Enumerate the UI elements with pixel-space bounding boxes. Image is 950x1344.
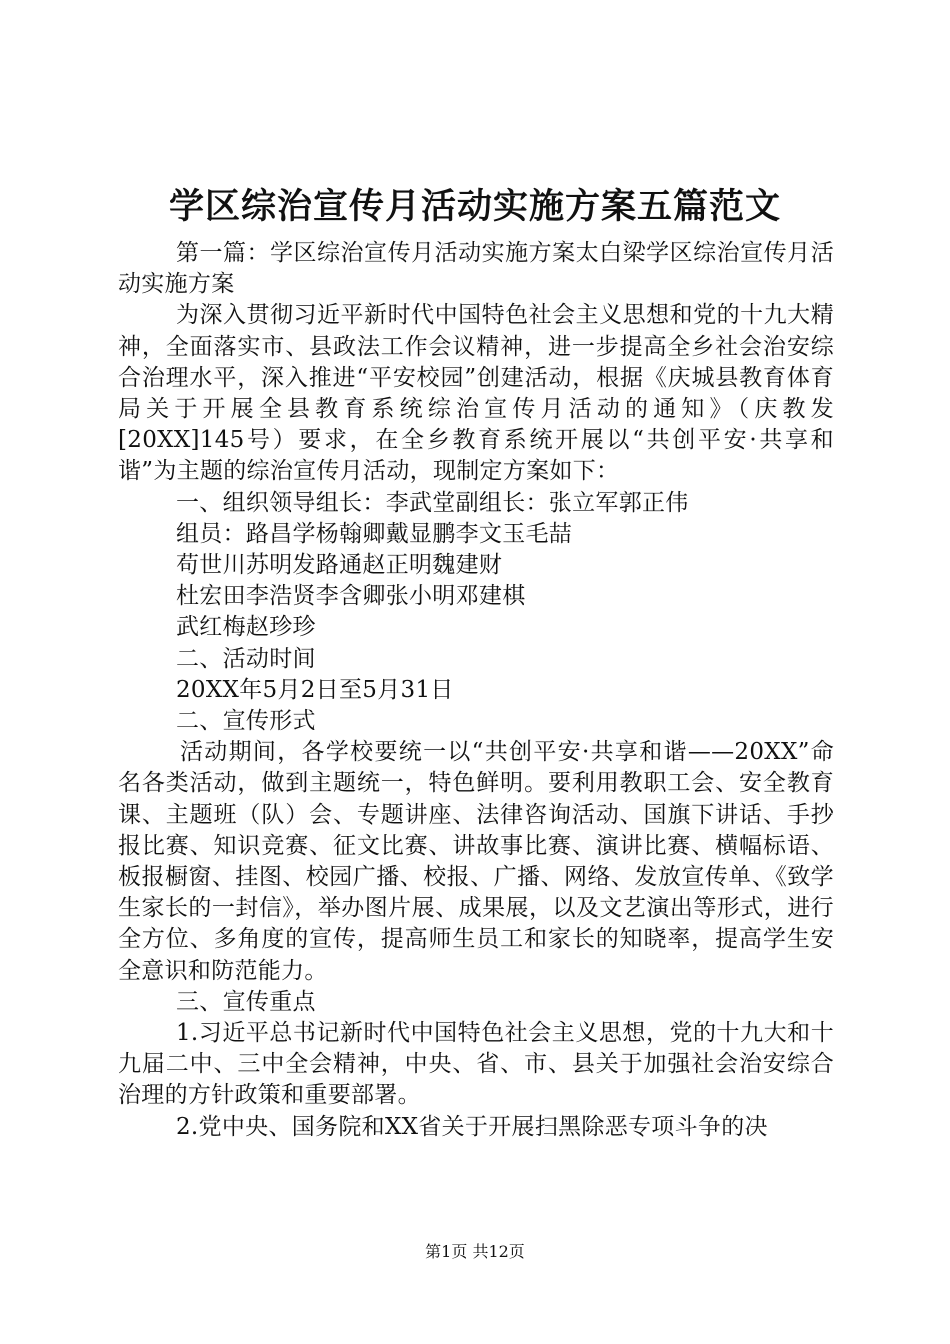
paragraph-members-4: 武红梅赵珍珍	[176, 614, 316, 641]
paragraph-section-form: 二、宣传形式	[176, 708, 316, 735]
paragraph-section-time: 二、活动时间	[176, 645, 316, 672]
paragraph-focus-1: 1.习近平总书记新时代中国特色社会主义思想，党的十九大和十九届二中、三中全会精神，中央、省、市、县关于加强社会治安综合治理的方针政策和重要部署。	[118, 1020, 834, 1109]
page-number-footer: 第1页 共12页	[425, 1242, 525, 1261]
paragraph-focus-2: 2.党中央、国务院和XX省关于开展扫黑除恶专项斗争的决	[176, 1113, 768, 1140]
paragraph-chapter-heading: 第一篇：学区综治宣传月活动实施方案太白梁学区综治宣传月活动实施方案	[118, 240, 834, 298]
paragraph-members-2: 苟世川苏明发路通赵正明魏建财	[176, 552, 503, 579]
paragraph-section-focus: 三、宣传重点	[176, 988, 316, 1015]
paragraph-members-1: 组员：路昌学杨翰卿戴显鹏李文玉毛喆	[176, 520, 573, 547]
paragraph-leadership: 一、组织领导组长：李武堂副组长：张立军郭正伟	[176, 489, 689, 516]
paragraph-time-range: 20XX年5月2日至5月31日	[176, 676, 454, 703]
paragraph-members-3: 杜宏田李浩贤李含卿张小明邓建棋	[176, 583, 526, 610]
paragraph-form-detail: 活动期间，各学校要统一以“共创平安·共享和谐——20XX”命名各类活动，做到主题统一，特色鲜明。要利用教职工会、安全教育课、主题班（队）会、专题讲座、法律咨询活动、国旗下讲话、手抄报比赛、知识竞赛、征文比赛、讲故事比赛、演讲比赛、横幅标语、板报橱窗、挂图、校园广播、校报、广播、网络、发放宣传单、《致学生家长的一封信》，举办图片展、成果展，以及文艺演出等形式，进行全方位、多角度的宣传，提高师生员工和家长的知晓率，提高学生安全意识和防范能力。	[118, 739, 834, 984]
document-body	[118, 238, 834, 1143]
document-title: 学区综治宣传月活动实施方案五篇范文	[168, 186, 781, 227]
paragraph-intro: 为深入贯彻习近平新时代中国特色社会主义思想和党的十九大精神，全面落实市、县政法工作会议精神，进一步提高全乡社会治安综合治理水平，深入推进“平安校园”创建活动，根据《庆城县教育体育局关于开展全县教育系统综治宣传月活动的通知》（庆教发[20XX]145号）要求，在全乡教育系统开展以“共创平安·共享和谐”为主题的综治宣传月活动，现制定方案如下：	[118, 302, 834, 485]
